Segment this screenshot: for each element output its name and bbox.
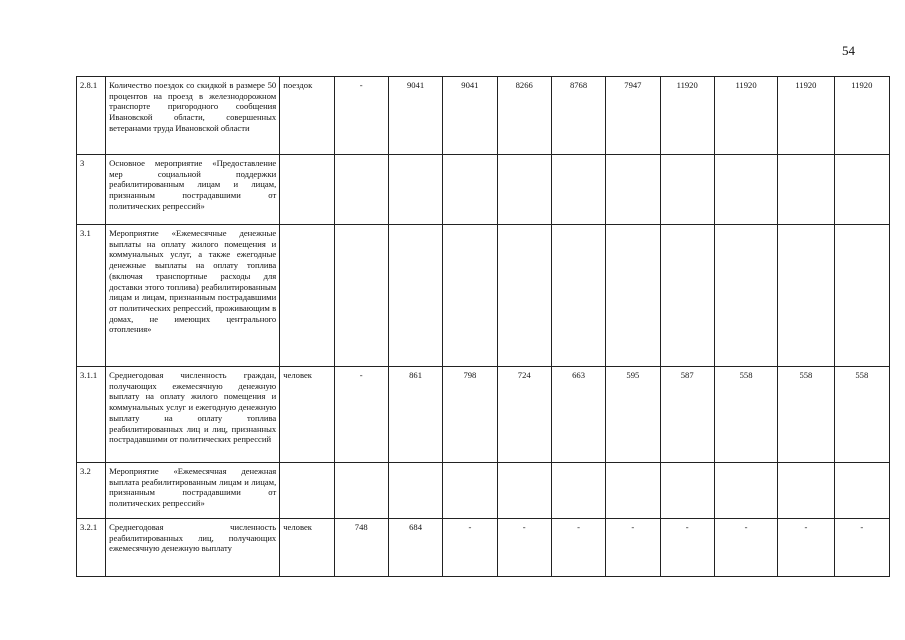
- row-value: -: [497, 519, 551, 577]
- row-value: 11920: [660, 77, 714, 155]
- row-name: Мероприятие «Ежемесячная денежная выплата реабилитированным лицам и лицам, признанным пострадавшими от политических репрессий»: [106, 463, 280, 519]
- table-row: [77, 77, 890, 155]
- row-value: [334, 225, 388, 367]
- row-name: Среднегодовая численность граждан, получающих ежемесячную денежную выплату на оплату жилого помещения и коммунальных услуг и ежегодную денежную выплату на оплату топлива реабилитированных лиц и лиц, признанных пострадавшими от политических репрессий: [106, 367, 280, 463]
- row-value: [388, 463, 442, 519]
- row-value: -: [660, 519, 714, 577]
- row-value: -: [334, 367, 388, 463]
- row-value: 663: [551, 367, 605, 463]
- row-name: Мероприятие «Ежемесячные денежные выплаты на оплату жилого помещения и коммунальных услуг, а также ежегодные денежные выплаты на оплату топлива (включая транспортные расходы для доставки этого топлива) реабилитированным лицам и лицам, признанным пострадавшими от политических репрессий, проживающим в домах, не имеющих центрального отопления»: [106, 225, 280, 367]
- row-value: [606, 463, 660, 519]
- table-row: [77, 463, 890, 519]
- row-value: [606, 155, 660, 225]
- row-value: [660, 155, 714, 225]
- row-value: 558: [834, 367, 889, 463]
- row-value: 9041: [443, 77, 497, 155]
- row-code: 3.1.1: [77, 367, 106, 463]
- row-value: [497, 155, 551, 225]
- row-code: 3.2.1: [77, 519, 106, 577]
- row-value: 11920: [778, 77, 834, 155]
- row-name: Количество поездок со скидкой в размере 50 процентов на проезд в железнодорожном транспорте пригородного сообщения Ивановской области, совершенных ветеранами труда Ивановской области: [106, 77, 280, 155]
- row-name: Среднегодовая численность реабилитированных лиц, получающих ежемесячную денежную выплату: [106, 519, 280, 577]
- row-code: 3.1: [77, 225, 106, 367]
- row-value: [443, 155, 497, 225]
- row-code: 2.8.1: [77, 77, 106, 155]
- row-value: [606, 225, 660, 367]
- row-unit: [280, 155, 334, 225]
- row-value: [388, 225, 442, 367]
- table-row: [77, 367, 890, 463]
- row-value: [334, 463, 388, 519]
- row-value: -: [714, 519, 777, 577]
- row-unit: [280, 463, 334, 519]
- row-unit: [280, 225, 334, 367]
- row-code: 3.2: [77, 463, 106, 519]
- row-value: 587: [660, 367, 714, 463]
- row-value: 11920: [834, 77, 889, 155]
- row-value: [551, 225, 605, 367]
- row-value: -: [834, 519, 889, 577]
- row-value: 9041: [388, 77, 442, 155]
- row-value: [497, 463, 551, 519]
- row-value: -: [778, 519, 834, 577]
- row-value: [388, 155, 442, 225]
- row-value: [443, 225, 497, 367]
- row-value: [834, 463, 889, 519]
- row-code: 3: [77, 155, 106, 225]
- row-name: Основное мероприятие «Предоставление мер социальной поддержки реабилитированным лицам и лицам, признанным пострадавшими от политических репрессий»: [106, 155, 280, 225]
- row-value: 7947: [606, 77, 660, 155]
- row-value: [778, 463, 834, 519]
- row-value: [551, 463, 605, 519]
- row-unit: человек: [280, 519, 334, 577]
- row-value: [334, 155, 388, 225]
- row-value: 748: [334, 519, 388, 577]
- row-value: 724: [497, 367, 551, 463]
- row-value: [714, 463, 777, 519]
- row-unit: человек: [280, 367, 334, 463]
- row-value: 684: [388, 519, 442, 577]
- row-value: -: [551, 519, 605, 577]
- row-value: [834, 155, 889, 225]
- row-value: [714, 155, 777, 225]
- row-value: [778, 225, 834, 367]
- row-value: 861: [388, 367, 442, 463]
- row-value: [497, 225, 551, 367]
- row-value: 595: [606, 367, 660, 463]
- row-value: -: [443, 519, 497, 577]
- row-value: [714, 225, 777, 367]
- table-row: [77, 519, 890, 577]
- row-value: -: [606, 519, 660, 577]
- row-value: 8768: [551, 77, 605, 155]
- row-value: [778, 155, 834, 225]
- table-row: [77, 155, 890, 225]
- row-value: -: [334, 77, 388, 155]
- row-unit: поездок: [280, 77, 334, 155]
- row-value: [551, 155, 605, 225]
- table-row: [77, 225, 890, 367]
- row-value: 11920: [714, 77, 777, 155]
- indicators-table: [76, 76, 890, 577]
- page-number: 54: [842, 43, 855, 58]
- row-value: [834, 225, 889, 367]
- row-value: 558: [778, 367, 834, 463]
- row-value: 798: [443, 367, 497, 463]
- row-value: [660, 225, 714, 367]
- row-value: 8266: [497, 77, 551, 155]
- row-value: [660, 463, 714, 519]
- row-value: [443, 463, 497, 519]
- row-value: 558: [714, 367, 777, 463]
